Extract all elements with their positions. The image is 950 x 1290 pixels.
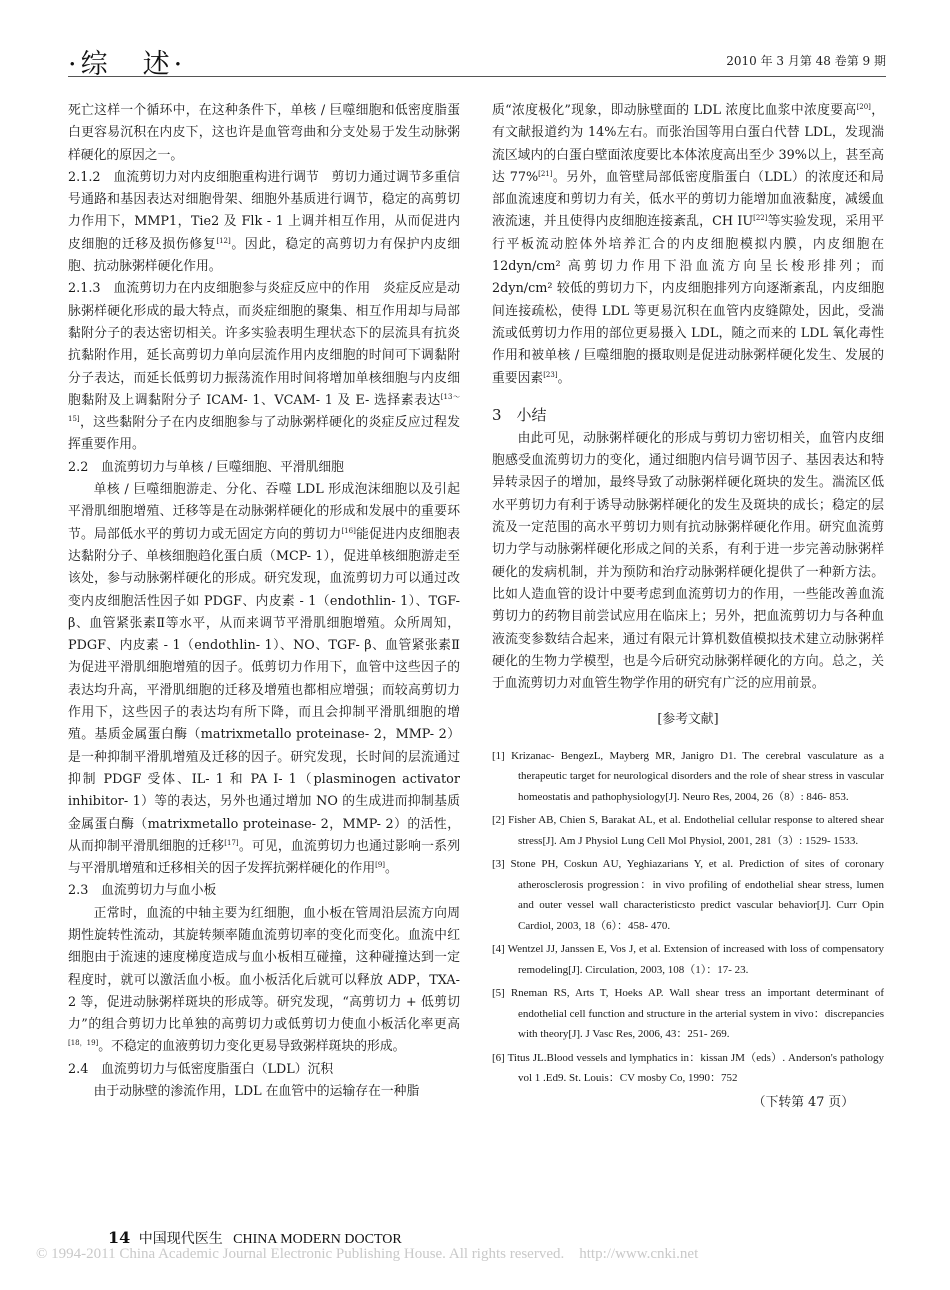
- paragraph: 正常时，血流的中轴主要为红细胞，血小板在管周沿层流方向周期性旋转性流动，其旋转频率随血流剪切率的变化而变化。血流中红细胞由于流速的速度梯度造成与血小板相互碰撞，这种碰撞达到一定程度时，就可以激活血小板。血小板活化后就可以释放 ADP，TXA- 2 等，促进动脉粥样斑块的形成等。研究发现，“高剪切力 + 低剪切力”的组合剪切力比单独的高剪切力或低剪切力使血小板活化率更高[18，19]。不稳定的血液剪切力变化更易导致粥样斑块的形成。: [68, 905, 460, 1055]
- subsection-heading: 2.1.3 血流剪切力在内皮细胞参与炎症反应中的作用: [68, 281, 384, 297]
- paragraph: 死亡这样一个循环中，在这种条件下，单核 / 巨噬细胞和低密度脂蛋白更容易沉积在内皮下，这也许是血管弯曲和分支处易于发生动脉粥样硬化的原因之一。: [68, 103, 460, 163]
- reference-item: [6] Titus JL.Blood vessels and lymphatics in：kissan JM（eds）. Anderson's pathology vol 1 .Ed9. St. Louis：CV mosby Co, 1990：752: [492, 1051, 884, 1085]
- reference-item: [2] Fisher AB, Chien S, Barakat AL, et al. Endothelial cellular response to altered shear stress[J]. Am J Physiol Lung Cell Mol Physiol, 2001, 281（3）: 1529- 1533.: [492, 814, 884, 847]
- reference-item: [3] Stone PH, Coskun AU, Yeghiazarians Y, et al. Prediction of sites of coronary atherosclerosis progression：in vivo profiling of endothelial shear stress, lumen and outer vessel wall characteristicsto predict vascular behavior[J]. Curr Opin Cardiol, 2003, 18（6）：458- 470.: [492, 858, 884, 932]
- paragraph: 由此可见，动脉粥样硬化的形成与剪切力密切相关，血管内皮细胞感受血流剪切力的变化，通过细胞内信号调节因子、基因表达和特异转录因子的增加，最终导致了动脉粥样硬化斑块的发生。湍流区低水平剪切力有利于诱导动脉粥样硬化的发生及斑块的成长；稳定的层流及一定范围的高水平剪切力则有抗动脉粥样硬化作用。研究血流剪切力学与动脉粥样硬化形成之间的关系，有利于进一步完善动脉粥样硬化的发病机制，并为预防和治疗动脉粥样硬化提供了一种新方法。比如人造血管的设计中要考虑到血流剪切力的作用，一些能改善血流剪切力的药物目前尝试应用在临床上；另外，把血流剪切力与各种血液流变参数结合起来，通过有限元计算机数值模拟技术建立动脉粥样硬化的生物力学模型，也是今后研究动脉粥样硬化的方向。总之，关于血流剪切力对血管生物学作用的研究有广泛的应用前景。: [492, 430, 884, 692]
- citation: [13～15]: [68, 392, 460, 424]
- right-column: [492, 100, 884, 1114]
- left-column: [68, 100, 460, 1103]
- journal-name-en: CHINA MODERN DOCTOR: [233, 1232, 402, 1247]
- reference-item: [5] Rneman RS, Arts T, Hoeks AP. Wall shear tress an important determinant of endothelial cell function and structure in the arterial system in vivo：discrepancies with theory[J]. J Vasc Res, 2006, 43：251- 269.: [492, 987, 884, 1041]
- citation: [17]: [224, 838, 239, 847]
- citation: [21]: [538, 169, 553, 178]
- paragraph: 2.1.3 血流剪切力在内皮细胞参与炎症反应中的作用 炎症反应是动脉粥样硬化形成的最大特点，而炎症细胞的聚集、相互作用却与局部黏附分子的表达密切相关。许多实验表明生理状态下的层流具有抗炎抗黏附作用，延长高剪切力单向层流作用内皮细胞的时间可下调黏附分子表达，而延长低剪切力振荡流作用时间将增加单核细胞与内皮细胞黏附及上调黏附分子 ICAM- 1、VCAM- 1 及 E- 选择素表达[13～15]，这些黏附分子在内皮细胞参与了动脉粥样硬化的炎症反应过程发挥重要作用。: [68, 281, 461, 453]
- section-heading: 2.2 血流剪切力与单核 / 巨噬细胞、平滑肌细胞: [68, 459, 344, 475]
- issue-info: 2010 年 3 月第 48 卷第 9 期: [726, 54, 886, 68]
- journal-name-cn: 中国现代医生: [138, 1231, 223, 1247]
- section-title: ·综 述·: [68, 49, 187, 80]
- references-heading: [参考文献]: [657, 712, 719, 728]
- citation: [12]: [216, 236, 231, 245]
- subsection-heading: 2.1.2 血流剪切力对内皮细胞重构进行调节: [68, 169, 332, 185]
- paragraph: 由于动脉壁的渗流作用，LDL 在血管中的运输存在一种脂: [93, 1084, 420, 1100]
- continued-note: （下转第 47 页）: [752, 1094, 854, 1110]
- reference-item: [4] Wentzel JJ, Janssen E, Vos J, et al. Extension of increased with loss of compensatory remodeling[J]. Circulation, 2003, 108（1）：17- 23.: [492, 943, 884, 976]
- page-number: 14: [108, 1228, 131, 1247]
- citation: [16]: [341, 526, 356, 535]
- section-heading: 2.4 血流剪切力与低密度脂蛋白（LDL）沉积: [68, 1061, 334, 1077]
- paragraph: 单核 / 巨噬细胞游走、分化、吞噬 LDL 形成泡沫细胞以及引起平滑肌细胞增殖、迁移等是在动脉粥样硬化的形成和发展中的重要环节。局部低水平的剪切力或无固定方向的剪切力[16]能促进内皮细胞表达黏附分子、单核细胞趋化蛋白质（MCP- 1），促进单核细胞游走至该处，参与动脉粥样硬化的形成。研究发现，血流剪切力可以通过改变内皮细胞活性因子如 PDGF、内皮素 - 1（endothlin- 1）、TGF- β、血管紧张素Ⅱ等水平，从而来调节平滑肌细胞增殖。众所周知，PDGF、内皮素 - 1（endothlin- 1）、NO、TGF- β、血管紧张素Ⅱ为促进平滑肌细胞增殖的因子。低剪切力作用下，血管中这些因子的表达均升高，平滑肌细胞的迁移及增殖也都相应增强；而较高剪切力作用下，这些因子的表达均有所下降，而且会抑制平滑肌细胞的增殖。基质金属蛋白酶（matrixmetallo proteinase- 2，MMP- 2）是一种抑制平滑肌增殖及迁移的因子。研究发现，长时间的层流通过抑制 PDGF 受体、IL- 1 和 PA I- 1（plasminogen activator inhibitor- 1）等的表达，另外也通过增加 NO 的生成进而抑制基质金属蛋白酶（matrixmetallo proteinase- 2，MMP- 2）的活性，从而抑制平滑肌细胞的迁移[17]。可见，血流剪切力也通过影响一系列与平滑肌增殖和迁移相关的因子发挥抗粥样硬化的作用[9]。: [68, 482, 461, 877]
- paragraph: 2.1.2 血流剪切力对内皮细胞重构进行调节 剪切力通过调节多重信号通路和基因表达对细胞骨架、细胞外基质进行调节，稳定的高剪切力作用下，MMP1，Tie2 及 Flk - 1 上调并相互作用，从而促进内皮细胞的迁移及损伤修复[12]。因此，稳定的高剪切力有保护内皮细胞、抗动脉粥样硬化作用。: [68, 169, 461, 275]
- paragraph: 质“浓度极化”现象，即动脉壁面的 LDL 浓度比血浆中浓度要高[20]，有文献报道约为 14%左右。而张治国等用白蛋白代替 LDL，发现湍流区域内的白蛋白壁面浓度要比本体浓度高出至少 39%以上，甚至高达 77%[21]。另外，血管壁局部低密度脂蛋白（LDL）的浓度还和局部血流速度和剪切力有关，低水平的剪切力能增加血液黏度，减缓血液流速，并且使得内皮细胞连接紊乱，CH IU[22]等实验发现，采用平行平板流动腔体外培养汇合的内皮细胞模拟内膜，内皮细胞在 12dyn/cm² 高剪切力作用下沿血流方向呈长梭形排列；而 2dyn/cm² 较低的剪切力下，内皮细胞排列方向逐渐紊乱，内皮细胞间连接疏松，使得 LDL 等更易沉积在血管内皮缝隙处，因此，受湍流或低剪切力作用的部位更易摄入 LDL，随之而来的 LDL 氧化毒性作用和被单核 / 巨噬细胞的摄取则是促进动脉粥样硬化发生、发展的重要因素[23]。: [492, 103, 885, 386]
- section-heading: 3 小结: [492, 405, 547, 424]
- reference-item: [1] Krizanac- BengezL, Mayberg MR, Janigro D1. The cerebral vasculature as a therapeutic target for neurological disorders and the role of shear stress in vascular homeostatis and pathophysiology[J]. Neuro Res, 2004, 26（8）: 846- 853.: [492, 749, 884, 803]
- section-heading: 2.3 血流剪切力与血小板: [68, 883, 217, 899]
- header-divider: [68, 76, 886, 77]
- citation: [9]: [375, 861, 386, 870]
- citation: [22]: [753, 214, 768, 223]
- copyright-watermark: © 1994-2011 China Academic Journal Electronic Publishing House. All rights reserved. http://www.cnki.net: [36, 1246, 699, 1262]
- citation: [23]: [543, 370, 558, 379]
- citation: [18，19]: [68, 1039, 99, 1048]
- citation: [20]: [856, 103, 871, 111]
